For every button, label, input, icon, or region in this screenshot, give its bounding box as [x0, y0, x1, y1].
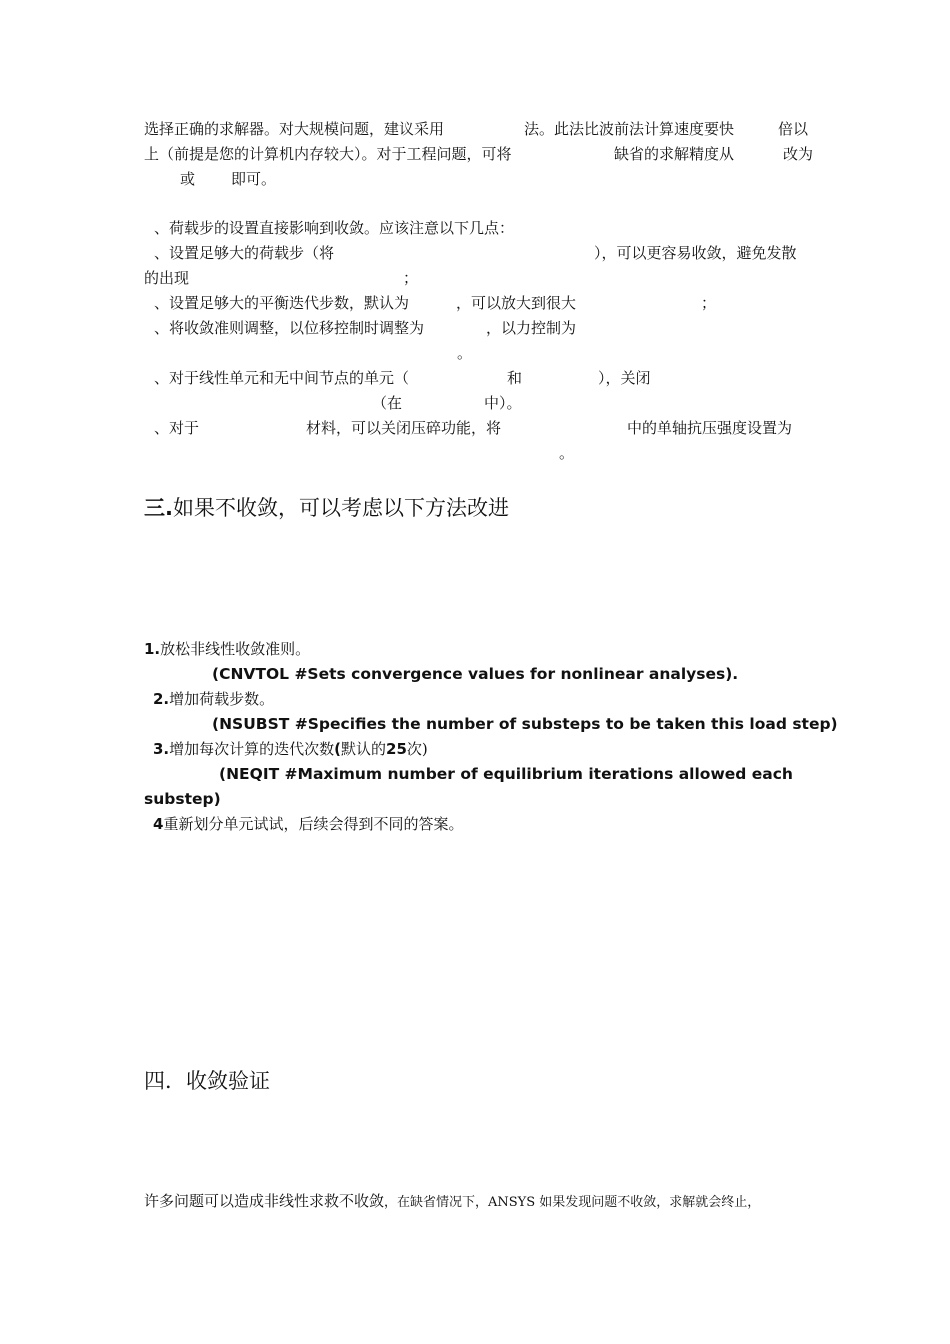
loadstep-item2c: ；	[701, 294, 717, 312]
item3-text-c: 默认的	[341, 740, 387, 758]
loadstep-intro: 、荷载步的设置直接影响到收敛。应该注意以下几点：	[154, 219, 515, 237]
section4-heading: 四．收敛验证	[144, 1069, 270, 1093]
loadstep-item1d: ；	[403, 269, 419, 287]
section3-item3	[153, 739, 428, 759]
item4-number: 4	[153, 815, 164, 833]
loadstep-item1b: ），可以更容易收敛，避免发散	[594, 244, 797, 262]
solver-line1a: 选择正确的求解器。对大规模问题，建议采用	[144, 120, 445, 138]
section3-heading-number: 三.	[144, 496, 173, 520]
item1-number: 1.	[144, 640, 161, 658]
loadstep-item4a: 、对于线性单元和无中间节点的单元（	[154, 369, 410, 387]
item4-text: 重新划分单元试试，后续会得到不同的答案。	[163, 815, 464, 833]
section3-heading-text: 如果不收敛，可以考虑以下方法改进	[172, 496, 509, 520]
loadstep-item4b: 和	[507, 369, 523, 387]
item2-text: 增加荷载步数。	[169, 690, 275, 708]
item2-number: 2.	[153, 690, 170, 708]
item3-detail-line2: substep)	[144, 790, 221, 808]
item3-text-a: 增加每次计算的迭代次数	[169, 740, 335, 758]
section3-item1	[144, 639, 310, 659]
item2-detail: (NSUBST #Specifies the number of substeps to be taken this load step)	[212, 715, 838, 733]
solver-line2a: 上（前提是您的计算机内存较大）。对于工程问题，可将	[144, 145, 512, 163]
loadstep-item5a: 、对于	[154, 419, 200, 437]
solver-line3b: 即可。	[231, 170, 277, 188]
loadstep-item1a: 、设置足够大的荷载步（将	[154, 244, 335, 262]
loadstep-item5b: 材料，可以关闭压碎功能，将	[306, 419, 502, 437]
item1-detail: (CNVTOL #Sets convergence values for nonlinear analyses).	[212, 665, 739, 683]
loadstep-item4e: 中）。	[484, 394, 522, 412]
solver-line1b: 法。此法比波前法计算速度要快	[524, 120, 735, 138]
item3-text-b: (	[334, 740, 342, 758]
loadstep-item5c: 中的单轴抗压强度设置为	[627, 419, 793, 437]
item3-text-e: 次)	[406, 740, 428, 758]
item3-text-d: 25	[386, 740, 407, 758]
loadstep-item3a: 、将收敛准则调整，以位移控制时调整为	[154, 319, 425, 337]
solver-line2c: 改为	[783, 145, 814, 163]
item3-detail-line1: (NEQIT #Maximum number of equilibrium iterations allowed each	[219, 765, 793, 783]
section3-item2	[153, 689, 274, 709]
loadstep-item3c: 。	[457, 344, 473, 362]
section4-body-b: ，在缺省情况下，ANSYS 如果发现问题不收敛，求解就会终止，	[384, 1195, 761, 1210]
item3-number: 3.	[153, 740, 170, 758]
solver-line1c: 倍以	[778, 120, 809, 138]
section4-body-a: 许多问题可以造成非线性求救不收敛	[144, 1192, 385, 1210]
loadstep-item2a: 、设置足够大的平衡迭代步数，默认为	[154, 294, 410, 312]
section3-heading	[144, 494, 509, 522]
section3-item4	[153, 814, 463, 834]
section4-body	[144, 1191, 760, 1213]
loadstep-item3b: ，以力控制为	[486, 319, 577, 337]
loadstep-item1c: 的出现	[144, 269, 190, 287]
item1-text: 放松非线性收敛准则。	[160, 640, 311, 658]
solver-line2b: 缺省的求解精度从	[614, 145, 735, 163]
loadstep-item4c: ），关闭	[598, 369, 651, 387]
solver-line3a: 或	[180, 170, 196, 188]
loadstep-item2b: ，可以放大到很大	[456, 294, 577, 312]
loadstep-item4d: （在	[372, 394, 403, 412]
loadstep-item5d: 。	[559, 444, 575, 462]
